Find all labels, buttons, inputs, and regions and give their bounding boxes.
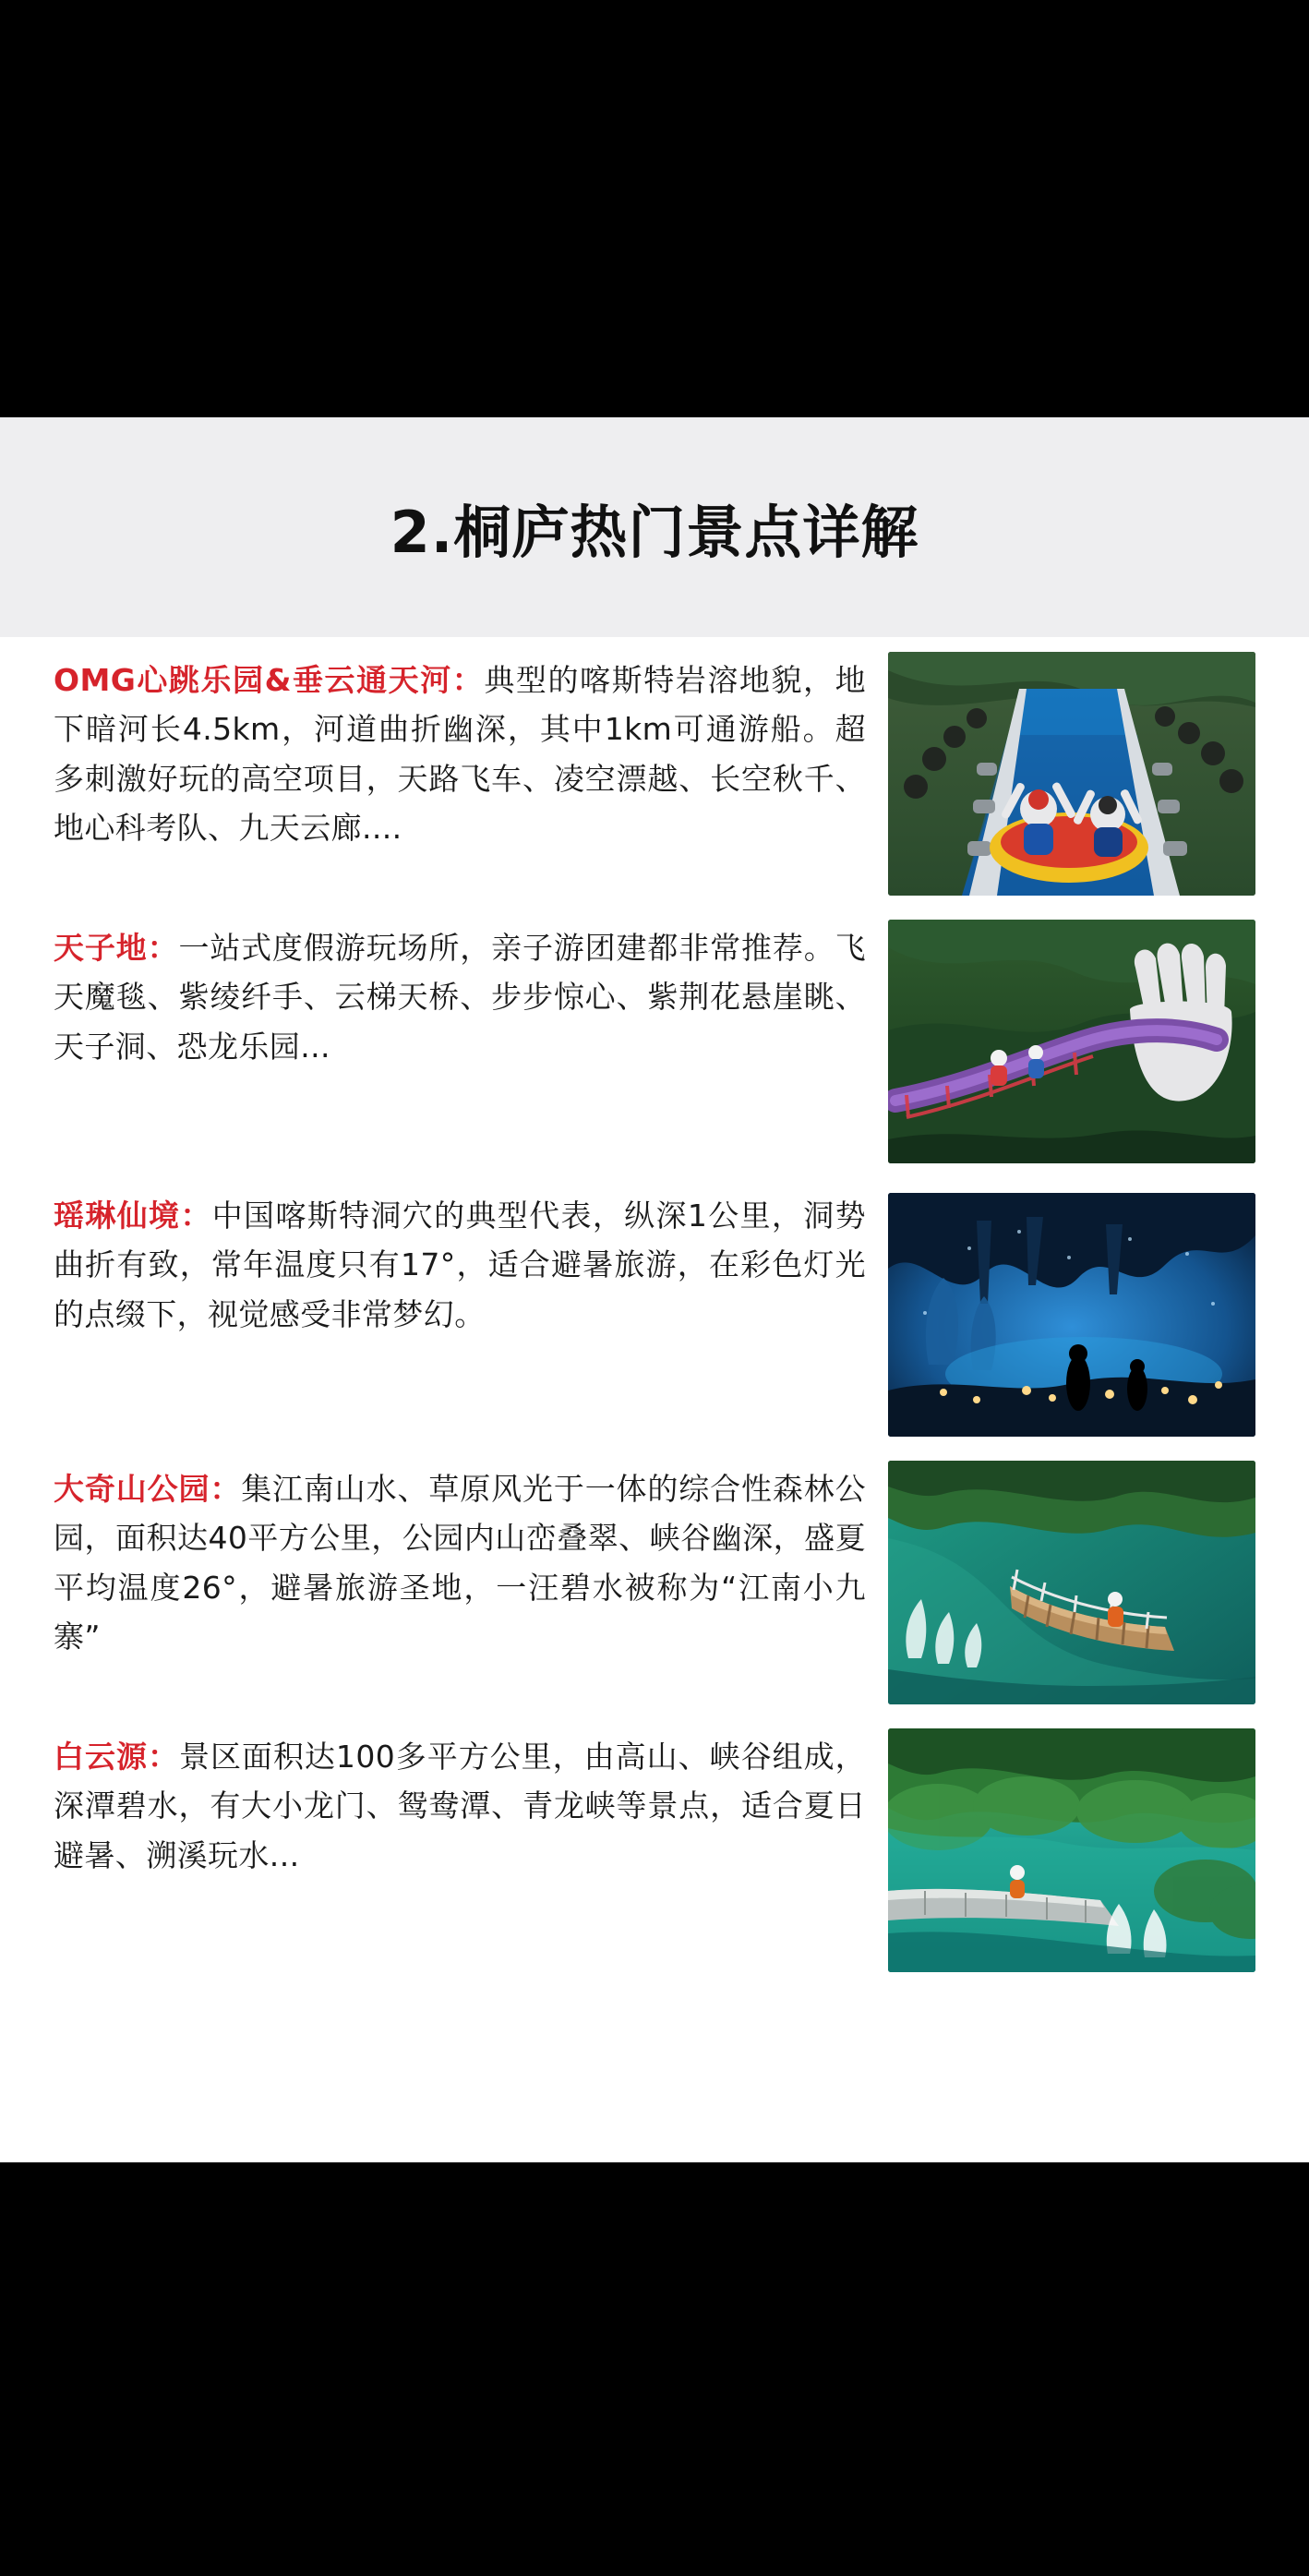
content-sheet xyxy=(0,417,1309,2162)
entry-thumbnail[interactable] xyxy=(888,1728,1255,1972)
entry-paragraph xyxy=(54,652,866,853)
entry-list xyxy=(0,637,1309,1972)
list-item xyxy=(54,1187,1255,1437)
page-title: 2.桐庐热门景点详解 xyxy=(390,498,919,566)
entry-title: 白云源： xyxy=(54,1739,179,1775)
entry-title: OMG心跳乐园&垂云通天河： xyxy=(54,662,485,698)
entry-title: 瑶琳仙境： xyxy=(54,1198,212,1234)
list-item xyxy=(54,652,1255,896)
list-item xyxy=(54,920,1255,1163)
entry-description: 集江南山水、草原风光于一体的综合性森林公园，面积达40平方公里，公园内山峦叠翠、峡谷幽深，盛夏平均温度26°，避暑旅游圣地，一汪碧水被称为“江南小九寨” xyxy=(54,1471,866,1655)
entry-thumbnail[interactable] xyxy=(888,652,1255,896)
boat-ride-photo-icon xyxy=(888,652,1255,896)
illuminated-cave-photo-icon xyxy=(888,1193,1255,1437)
entry-description: 中国喀斯特洞穴的典型代表，纵深1公里，洞势曲折有致，常年温度只有17°，适合避暑旅游，在彩色灯光的点缀下，视觉感受非常梦幻。 xyxy=(54,1198,866,1332)
entry-thumbnail[interactable] xyxy=(888,920,1255,1163)
sky-bridge-hand-sculpture-photo-icon xyxy=(888,920,1255,1163)
entry-description: 典型的喀斯特岩溶地貌，地下暗河长4.5km，河道曲折幽深，其中1km可通游船。超多刺激好玩的高空项目，天路飞车、凌空漂越、长空秋千、地心科考队、九天云廊.... xyxy=(54,662,866,847)
entry-thumbnail[interactable] xyxy=(888,1193,1255,1437)
entry-paragraph xyxy=(54,1187,866,1339)
title-band xyxy=(0,417,1309,637)
entry-title: 天子地： xyxy=(54,930,179,966)
green-river-boardwalk-photo-icon xyxy=(888,1461,1255,1704)
entry-description: 一站式度假游玩场所，亲子游团建都非常推荐。飞天魔毯、紫绫纤手、云梯天桥、步步惊心、紫荆花悬崖眺、天子洞、恐龙乐园... xyxy=(54,930,866,1065)
entry-description: 景区面积达100多平方公里，由高山、峡谷组成，深潭碧水，有大小龙门、鸳鸯潭、青龙峡等景点，适合夏日避暑、溯溪玩水... xyxy=(54,1739,866,1873)
entry-title: 大奇山公园： xyxy=(54,1471,242,1507)
list-item xyxy=(54,1728,1255,1972)
entry-paragraph xyxy=(54,1728,866,1880)
list-item xyxy=(54,1461,1255,1704)
entry-paragraph xyxy=(54,920,866,1071)
entry-paragraph xyxy=(54,1461,866,1662)
emerald-pool-photo-icon xyxy=(888,1728,1255,1972)
entry-thumbnail[interactable] xyxy=(888,1461,1255,1704)
